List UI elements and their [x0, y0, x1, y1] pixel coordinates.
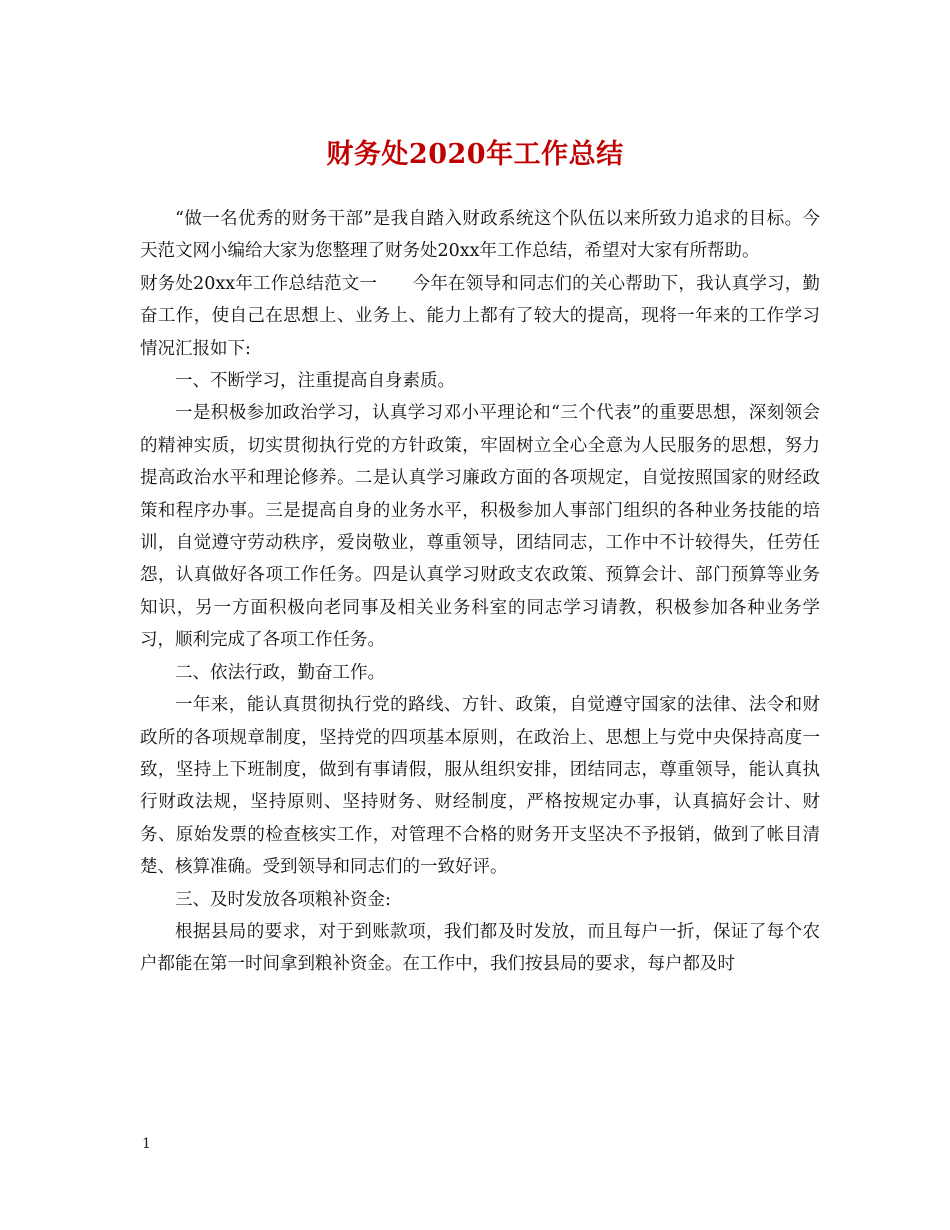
- heading-1: 一、不断学习，注重提高自身素质。: [175, 371, 455, 392]
- document-body: [140, 203, 820, 981]
- heading-3: 三、及时发放各项粮补资金:: [175, 889, 391, 910]
- paragraph-intro: “做一名优秀的财务干部”是我自踏入财政系统这个队伍以来所致力追求的目标。今天范文网小编给大家为您整理了财务处20xx年工作总结，希望对大家有所帮助。: [140, 209, 820, 262]
- paragraph-2: 一年来，能认真贯彻执行党的路线、方针、政策，自觉遵守国家的法律、法令和财政所的各项规章制度，坚持党的四项基本原则，在政治上、思想上与党中央保持高度一致，坚持上下班制度，做到有事请假，服从组织安排，团结同志，尊重领导，能认真执行财政法规，坚持原则、坚持财务、财经制度，严格按规定办事，认真搞好会计、财务、原始发票的检查核实工作，对管理不合格的财务开支坚决不予报销，做到了帐目清楚、核算准确。受到领导和同志们的一致好评。: [140, 695, 820, 878]
- page-number: 1: [142, 1136, 151, 1152]
- paragraph-section-heading: 财务处20xx年工作总结范文一 今年在领导和同志们的关心帮助下，我认真学习，勤奋工作，使自己在思想上、业务上、能力上都有了较大的提高，现将一年来的工作学习情况汇报如下:: [140, 273, 820, 359]
- document-title: 财务处2020年工作总结: [326, 139, 624, 170]
- paragraph-1: 一是积极参加政治学习，认真学习邓小平理论和“三个代表”的重要思想，深刻领会的精神实质，切实贯彻执行党的方针政策，牢固树立全心全意为人民服务的思想，努力提高政治水平和理论修养。二是认真学习廉政方面的各项规定，自觉按照国家的财经政策和程序办事。三是提高自身的业务水平，积极参加人事部门组织的各种业务技能的培训，自觉遵守劳动秩序，爱岗敬业，尊重领导，团结同志，工作中不计较得失，任劳任怨，认真做好各项工作任务。四是认真学习财政支农政策、预算会计、部门预算等业务知识，另一方面积极向老同事及相关业务科室的同志学习请教，积极参加各种业务学习，顺利完成了各项工作任务。: [140, 403, 820, 651]
- heading-2: 二、依法行政，勤奋工作。: [175, 662, 385, 683]
- paragraph-3: 根据县局的要求，对于到账款项，我们都及时发放，而且每户一折，保证了每个农户都能在第一时间拿到粮补资金。在工作中，我们按县局的要求，每户都及时: [140, 921, 820, 975]
